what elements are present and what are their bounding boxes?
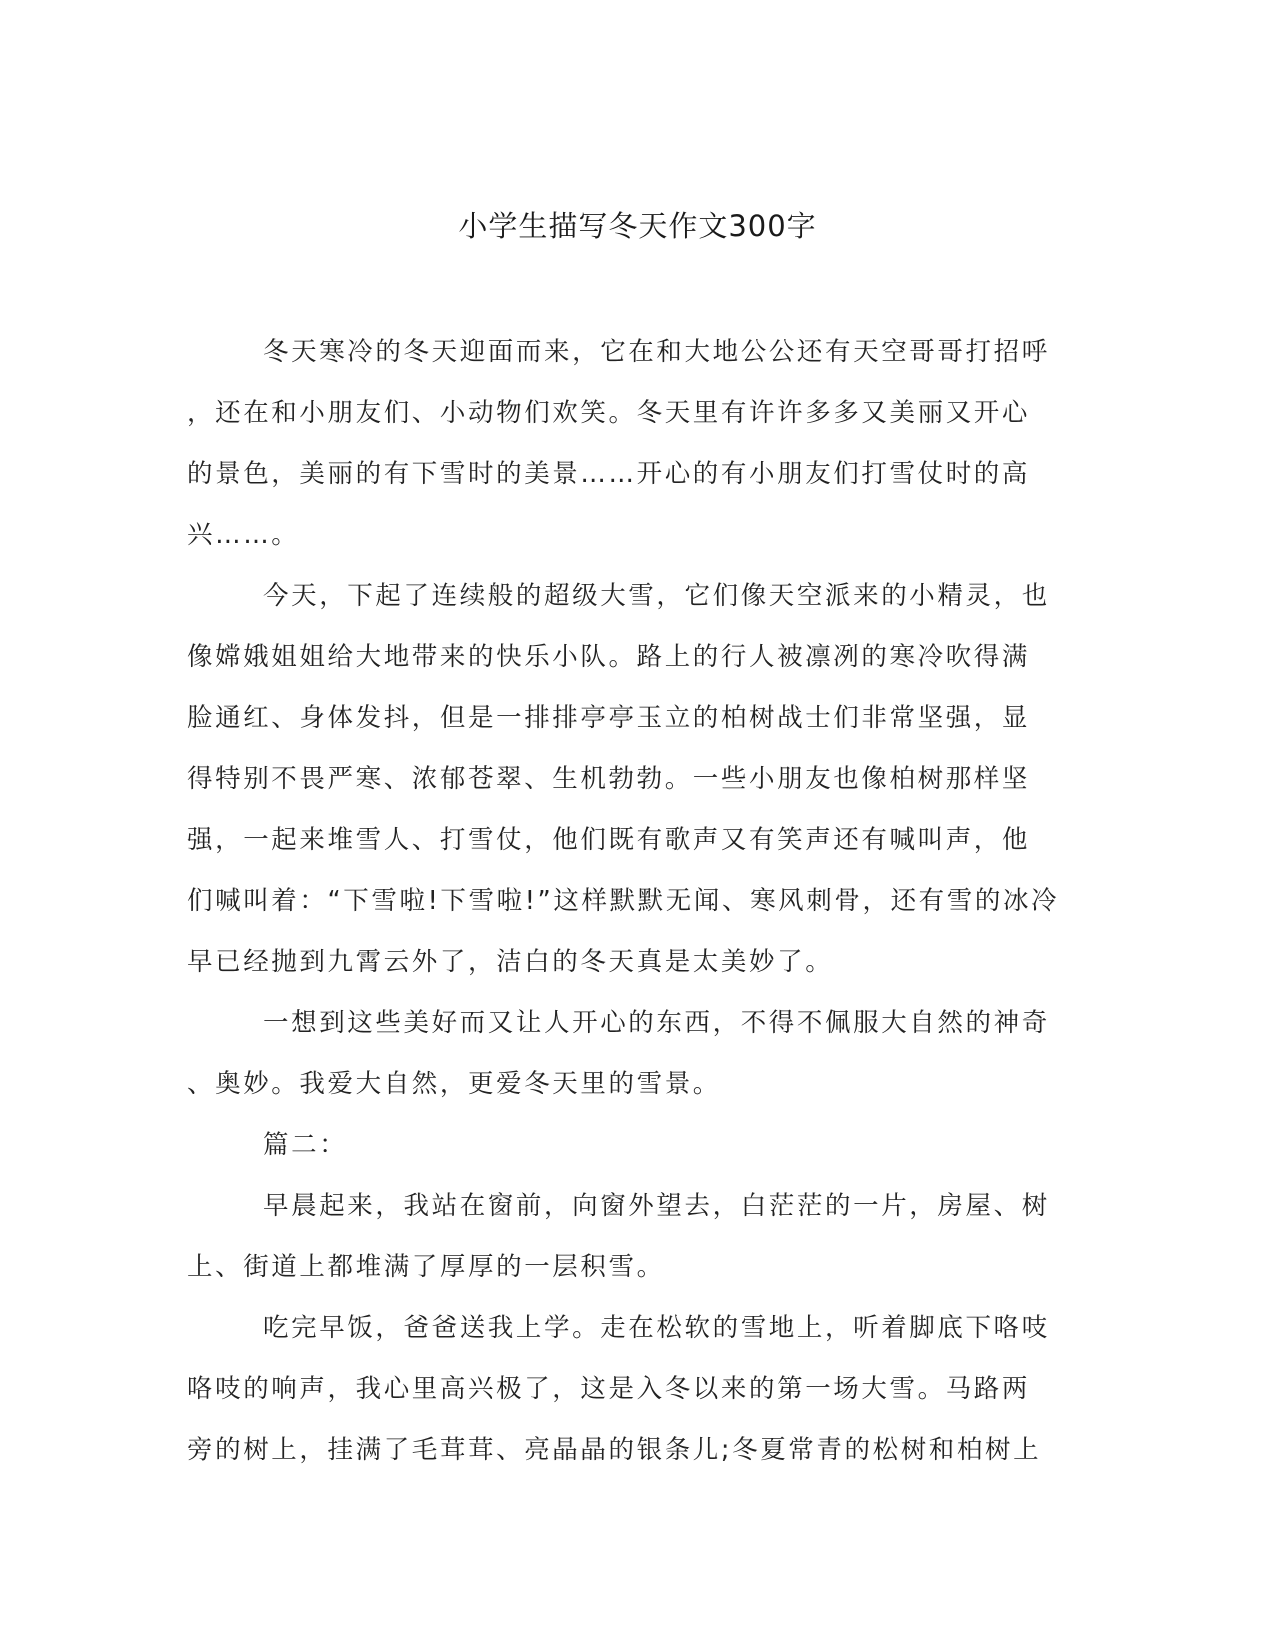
page-title: 小学生描写冬天作文300字 <box>458 209 817 243</box>
text-line: 强，一起来堆雪人、打雪仗，他们既有歌声又有笑声还有喊叫声，他 <box>187 825 1031 855</box>
paragraph-2 <box>187 566 1067 993</box>
text-line: 、奥妙。我爱大自然，更爱冬天里的雪景。 <box>187 1069 721 1099</box>
text-line: 咯吱的响声，我心里高兴极了，这是入冬以来的第一场大雪。马路两 <box>187 1374 1031 1404</box>
text-line: 旁的树上，挂满了毛茸茸、亮晶晶的银条儿;冬夏常青的松树和柏树上 <box>187 1435 1042 1465</box>
paragraph-1 <box>187 322 1067 566</box>
text-line: 早已经抛到九霄云外了，洁白的冬天真是太美妙了。 <box>187 947 834 977</box>
text-line: 吃完早饭，爸爸送我上学。走在松软的雪地上，听着脚底下咯吱 <box>263 1313 1050 1343</box>
text-line: ，还在和小朋友们、小动物们欢笑。冬天里有许许多多又美丽又开心 <box>187 398 1031 428</box>
text-line: 脸通红、身体发抖，但是一排排亭亭玉立的柏树战士们非常坚强，显 <box>187 703 1031 733</box>
text-line: 们喊叫着：“下雪啦!下雪啦!”这样默默无闻、寒风刺骨，还有雪的冰冷 <box>187 886 1060 916</box>
text-line: 像嫦娥姐姐给大地带来的快乐小队。路上的行人被凛冽的寒冷吹得满 <box>187 642 1031 672</box>
text-line: 篇二： <box>263 1130 348 1160</box>
paragraph-4 <box>187 1176 1067 1298</box>
paragraph-3 <box>187 993 1067 1115</box>
text-line: 早晨起来，我站在窗前，向窗外望去，白茫茫的一片，房屋、树 <box>263 1191 1050 1221</box>
text-line: 上、街道上都堆满了厚厚的一层积雪。 <box>187 1252 665 1282</box>
text-line: 兴……。 <box>187 520 300 550</box>
text-line: 一想到这些美好而又让人开心的东西，不得不佩服大自然的神奇 <box>263 1008 1050 1038</box>
text-line: 今天，下起了连续般的超级大雪，它们像天空派来的小精灵，也 <box>263 581 1050 611</box>
document-body <box>187 322 1067 1481</box>
text-line: 冬天寒冷的冬天迎面而来，它在和大地公公还有天空哥哥打招呼 <box>263 337 1050 367</box>
paragraph-5 <box>187 1298 1067 1481</box>
text-line: 的景色，美丽的有下雪时的美景……开心的有小朋友们打雪仗时的高 <box>187 459 1031 489</box>
text-line: 得特别不畏严寒、浓郁苍翠、生机勃勃。一些小朋友也像柏树那样坚 <box>187 764 1031 794</box>
section-heading-part-two <box>187 1115 1067 1176</box>
